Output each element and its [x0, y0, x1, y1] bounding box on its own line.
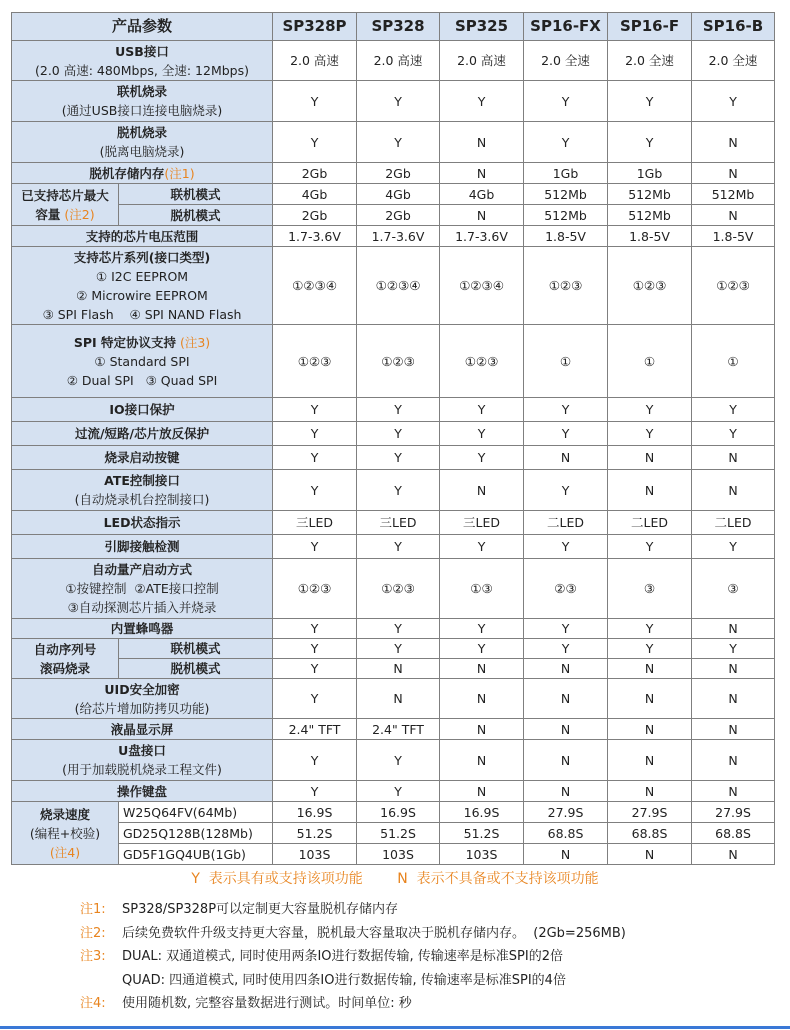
note-text: 后续免费软件升级支持更大容量，脱机最大容量取决于脱机存储内存。 (2Gb=256MB) — [122, 925, 626, 941]
note-tag: 注2: — [80, 925, 106, 941]
row-label — [12, 802, 119, 865]
cell: 1.8-5V — [608, 226, 692, 247]
cell: ①②③ — [692, 247, 775, 325]
row-title: 已支持芯片最大 — [21, 187, 109, 203]
cell: 16.9S — [357, 802, 440, 823]
row-label — [12, 511, 273, 535]
note-ref: (注1) — [164, 165, 195, 181]
cell: N — [692, 163, 775, 184]
cell: N — [608, 659, 692, 679]
row-subtitle: (脱离电脑烧录) — [99, 144, 185, 159]
row-label — [12, 163, 273, 184]
bottom-divider — [0, 1026, 790, 1029]
cell: Y — [440, 446, 524, 470]
row-title: 脱机存储内存 — [89, 165, 165, 181]
note-tag: 注1: — [80, 902, 106, 917]
cell: ①②③ — [524, 247, 608, 325]
cell: N — [524, 740, 608, 781]
row-sublabel — [119, 659, 273, 679]
cell: 51.2S — [440, 823, 524, 844]
cell: 512Mb — [524, 205, 608, 226]
row-title: 滚码烧录 — [39, 660, 90, 676]
cell: Y — [357, 639, 440, 659]
cell: Y — [273, 535, 357, 559]
cell: N — [440, 205, 524, 226]
row-title: LED状态指示 — [103, 515, 181, 530]
row-title: 支持的芯片电压范围 — [85, 228, 199, 244]
cell: N — [524, 446, 608, 470]
cell: ① — [524, 325, 608, 398]
header-row — [12, 13, 775, 41]
notes — [80, 898, 626, 1016]
cell: Y — [273, 781, 357, 802]
cell: Y — [692, 422, 775, 446]
cell: 103S — [357, 844, 440, 865]
cell: Y — [440, 639, 524, 659]
cell: 三LED — [440, 511, 524, 535]
cell: Y — [273, 659, 357, 679]
cell: Y — [273, 122, 357, 163]
chip-name: GD25Q128B(128Mb) — [119, 823, 273, 844]
cell: 512Mb — [608, 184, 692, 205]
cell: N — [440, 470, 524, 511]
cell: N — [524, 719, 608, 740]
row-ate — [12, 470, 775, 511]
cell: N — [440, 781, 524, 802]
cell: N — [608, 844, 692, 865]
row-line: ③ SPI Flash ④ SPI NAND Flash — [42, 306, 242, 322]
cell: 68.8S — [524, 823, 608, 844]
row-label — [12, 740, 273, 781]
row-title: U盘接口 — [118, 743, 166, 758]
row-speed-1 — [12, 802, 775, 823]
row-line: ①按键控制 ②ATE接口控制 — [65, 581, 219, 596]
row-label — [12, 446, 273, 470]
cell: 2.0 全速 — [608, 41, 692, 81]
cell: Y — [692, 535, 775, 559]
row-auto — [12, 559, 775, 619]
note-text: DUAL: 双通道模式, 同时使用两条IO进行数据传输, 传输速率是标准SPI的2倍 — [122, 949, 563, 964]
cell: Y — [273, 422, 357, 446]
row-label — [12, 535, 273, 559]
cell: Y — [357, 446, 440, 470]
row-subtitle: (通过USB接口连接电脑烧录) — [61, 103, 223, 118]
cell: N — [608, 679, 692, 719]
row-usb — [12, 41, 775, 81]
row-label — [12, 781, 273, 802]
cell: Y — [357, 781, 440, 802]
note-3 — [80, 945, 626, 969]
cell: Y — [357, 122, 440, 163]
cell: 4Gb — [273, 184, 357, 205]
row-title: 脱机烧录 — [117, 125, 168, 140]
row-line: ③自动探测芯片插入并烧录 — [67, 600, 217, 615]
cell: Y — [357, 619, 440, 639]
row-line: ② Dual SPI ③ Quad SPI — [66, 372, 218, 388]
note-text: QUAD: 四通道模式, 同时使用四条IO进行数据传输, 传输速率是标准SPI的4倍 — [122, 972, 566, 988]
cell: 2.0 高速 — [273, 41, 357, 81]
cell: N — [440, 163, 524, 184]
row-buzzer — [12, 619, 775, 639]
sublabel-text: 联机模式 — [170, 641, 221, 656]
cell: 2.0 高速 — [357, 41, 440, 81]
cell: ①②③④ — [440, 247, 524, 325]
note-4 — [80, 992, 626, 1016]
cell: 2.4" TFT — [357, 719, 440, 740]
row-label — [12, 325, 273, 398]
cell: N — [440, 719, 524, 740]
cell: Y — [440, 535, 524, 559]
cell: 1Gb — [524, 163, 608, 184]
row-led — [12, 511, 775, 535]
cell: N — [692, 719, 775, 740]
cell: 1.7-3.6V — [440, 226, 524, 247]
note-ref: (注4) — [49, 844, 81, 860]
row-serial-online — [12, 639, 775, 659]
cell: 51.2S — [273, 823, 357, 844]
cell: N — [692, 122, 775, 163]
row-title: SPI 特定协议支持 — [73, 334, 176, 350]
cell: Y — [608, 619, 692, 639]
header-model: SP325 — [440, 13, 524, 41]
row-label — [12, 122, 273, 163]
cell: 16.9S — [273, 802, 357, 823]
row-title: 液晶显示屏 — [110, 721, 174, 737]
cell: ①②③ — [357, 325, 440, 398]
row-title: 自动量产启动方式 — [92, 562, 193, 577]
row-lcd — [12, 719, 775, 740]
row-label — [12, 719, 273, 740]
row-title: 支持芯片系列(接口类型) — [73, 249, 211, 265]
cell: N — [692, 679, 775, 719]
cell: Y — [692, 639, 775, 659]
cell: Y — [357, 740, 440, 781]
cell: N — [524, 844, 608, 865]
cell: N — [692, 446, 775, 470]
cell: N — [440, 740, 524, 781]
note-tag: 注3: — [80, 949, 106, 964]
cell: Y — [440, 422, 524, 446]
cell: N — [692, 205, 775, 226]
cell: Y — [608, 81, 692, 122]
cell: Y — [692, 398, 775, 422]
cell: Y — [608, 639, 692, 659]
note-text: 使用随机数, 完整容量数据进行测试。时间单位: 秒 — [122, 996, 412, 1011]
row-online — [12, 81, 775, 122]
cell: Y — [273, 81, 357, 122]
legend-yes: Y 表示具有或支持该项功能 — [191, 871, 363, 887]
cell: 68.8S — [692, 823, 775, 844]
cell: ①②③ — [357, 559, 440, 619]
cell: ①②③ — [273, 559, 357, 619]
row-label — [12, 679, 273, 719]
cell: Y — [524, 422, 608, 446]
row-subtitle: (给芯片增加防拷贝功能) — [74, 700, 210, 716]
row-title: 烧录速度 — [39, 806, 90, 822]
cell: 1.7-3.6V — [273, 226, 357, 247]
cell: Y — [524, 619, 608, 639]
cell: 103S — [440, 844, 524, 865]
cell: N — [692, 844, 775, 865]
cell: Y — [608, 398, 692, 422]
row-label — [12, 247, 273, 325]
cell: ①②③ — [608, 247, 692, 325]
cell: 二LED — [692, 511, 775, 535]
row-offline — [12, 122, 775, 163]
cell: N — [440, 659, 524, 679]
row-capacity-online — [12, 184, 775, 205]
cell: 512Mb — [524, 184, 608, 205]
row-serial-offline — [12, 659, 775, 679]
cell: 2Gb — [273, 163, 357, 184]
cell: 4Gb — [357, 184, 440, 205]
cell: 2Gb — [273, 205, 357, 226]
cell: Y — [273, 619, 357, 639]
cell: N — [524, 781, 608, 802]
cell: ①③ — [440, 559, 524, 619]
row-label — [12, 81, 273, 122]
row-label — [12, 41, 273, 81]
row-speed-3 — [12, 844, 775, 865]
legend-no: N 表示不具备或不支持该项功能 — [397, 871, 599, 887]
row-line: ① I2C EEPROM — [95, 268, 189, 284]
row-line: ① Standard SPI — [94, 353, 190, 369]
cell: ① — [608, 325, 692, 398]
cell: 512Mb — [608, 205, 692, 226]
cell: ③ — [608, 559, 692, 619]
row-label — [12, 226, 273, 247]
cell: N — [524, 659, 608, 679]
cell: Y — [273, 398, 357, 422]
header-model: SP328P — [273, 13, 357, 41]
cell: Y — [440, 619, 524, 639]
cell: Y — [273, 470, 357, 511]
row-title: 烧录启动按键 — [104, 450, 180, 465]
row-spi — [12, 325, 775, 398]
row-label — [12, 184, 119, 226]
cell: ③ — [692, 559, 775, 619]
cell: Y — [273, 639, 357, 659]
cell: Y — [524, 81, 608, 122]
cell: N — [608, 740, 692, 781]
cell: 三LED — [273, 511, 357, 535]
row-keyboard — [12, 781, 775, 802]
cell: Y — [357, 81, 440, 122]
row-uid — [12, 679, 775, 719]
cell: 68.8S — [608, 823, 692, 844]
cell: N — [608, 470, 692, 511]
cell: Y — [440, 398, 524, 422]
row-udisk — [12, 740, 775, 781]
cell: N — [608, 446, 692, 470]
row-capacity-offline — [12, 205, 775, 226]
cell: Y — [524, 398, 608, 422]
row-title: USB接口 — [115, 43, 169, 59]
cell: Y — [357, 422, 440, 446]
sublabel-text: 脱机模式 — [170, 661, 221, 676]
cell: ①②③④ — [357, 247, 440, 325]
cell: 4Gb — [440, 184, 524, 205]
note-1 — [80, 898, 626, 922]
header-model: SP16-B — [692, 13, 775, 41]
row-overcurrent — [12, 422, 775, 446]
row-label — [12, 619, 273, 639]
row-sublabel — [119, 205, 273, 226]
cell: 2.4" TFT — [273, 719, 357, 740]
row-title: UID安全加密 — [104, 681, 180, 697]
cell: Y — [524, 639, 608, 659]
cell: 二LED — [524, 511, 608, 535]
cell: ②③ — [524, 559, 608, 619]
cell: Y — [273, 740, 357, 781]
row-label — [12, 639, 119, 679]
row-line: ② Microwire EEPROM — [76, 287, 208, 303]
cell: 1.8-5V — [524, 226, 608, 247]
row-speed-2 — [12, 823, 775, 844]
cell: Y — [524, 122, 608, 163]
cell: ①②③④ — [273, 247, 357, 325]
cell: Y — [608, 535, 692, 559]
row-label — [12, 559, 273, 619]
cell: N — [692, 470, 775, 511]
row-series — [12, 247, 775, 325]
row-sublabel — [119, 639, 273, 659]
cell: 1.8-5V — [692, 226, 775, 247]
chip-name: W25Q64FV(64Mb) — [119, 802, 273, 823]
header-label: 产品参数 — [12, 13, 273, 41]
cell: 27.9S — [524, 802, 608, 823]
row-title: ATE控制接口 — [104, 473, 180, 488]
cell: 512Mb — [692, 184, 775, 205]
note-tag: 注4: — [80, 996, 106, 1011]
row-storage — [12, 163, 775, 184]
cell: Y — [357, 398, 440, 422]
row-title: 联机烧录 — [117, 84, 168, 99]
row-sublabel — [119, 184, 273, 205]
cell: N — [692, 740, 775, 781]
cell: 2.0 全速 — [524, 41, 608, 81]
row-title: 容量 — [35, 206, 61, 222]
cell: 2.0 全速 — [692, 41, 775, 81]
cell: N — [608, 719, 692, 740]
cell: 1.7-3.6V — [357, 226, 440, 247]
cell: 27.9S — [608, 802, 692, 823]
note-3-cont — [80, 969, 626, 993]
sublabel-text: 联机模式 — [170, 186, 221, 202]
row-title: 过流/短路/芯片放反保护 — [74, 426, 210, 441]
cell: 三LED — [357, 511, 440, 535]
row-subtitle: (用于加载脱机烧录工程文件) — [62, 762, 222, 777]
cell: N — [692, 619, 775, 639]
cell: N — [692, 659, 775, 679]
cell: Y — [357, 535, 440, 559]
cell: 103S — [273, 844, 357, 865]
note-ref: (注3) — [179, 334, 211, 350]
cell: N — [440, 122, 524, 163]
row-startkey — [12, 446, 775, 470]
cell: 51.2S — [357, 823, 440, 844]
note-2 — [80, 922, 626, 946]
cell: Y — [524, 535, 608, 559]
cell: N — [357, 679, 440, 719]
chip-name: GD5F1GQ4UB(1Gb) — [119, 844, 273, 865]
note-ref: (注2) — [64, 206, 95, 222]
header-model: SP16-FX — [524, 13, 608, 41]
cell: 2Gb — [357, 205, 440, 226]
spec-table — [11, 12, 775, 865]
cell: Y — [524, 470, 608, 511]
cell: 二LED — [608, 511, 692, 535]
row-voltage — [12, 226, 775, 247]
row-subtitle: (编程+校验) — [29, 825, 101, 841]
cell: Y — [357, 470, 440, 511]
row-title: IO接口保护 — [109, 402, 175, 417]
cell: 1Gb — [608, 163, 692, 184]
row-title: 引脚接触检测 — [104, 539, 180, 554]
cell: N — [524, 679, 608, 719]
cell: N — [692, 781, 775, 802]
cell: Y — [608, 122, 692, 163]
header-model: SP16-F — [608, 13, 692, 41]
sublabel-text: 脱机模式 — [170, 207, 221, 223]
row-title: 内置蜂鸣器 — [110, 621, 174, 636]
row-label — [12, 422, 273, 446]
cell: ① — [692, 325, 775, 398]
legend — [0, 868, 790, 888]
cell: 2Gb — [357, 163, 440, 184]
cell: N — [357, 659, 440, 679]
row-io — [12, 398, 775, 422]
row-pin — [12, 535, 775, 559]
row-title: 自动序列号 — [33, 641, 97, 657]
cell: Y — [440, 81, 524, 122]
note-text: SP328/SP328P可以定制更大容量脱机存储内存 — [122, 902, 399, 917]
row-label — [12, 470, 273, 511]
cell: 27.9S — [692, 802, 775, 823]
cell: ①②③ — [440, 325, 524, 398]
header-model: SP328 — [357, 13, 440, 41]
row-title: 操作键盘 — [117, 783, 168, 799]
cell: Y — [692, 81, 775, 122]
cell: Y — [608, 422, 692, 446]
cell: 16.9S — [440, 802, 524, 823]
cell: Y — [273, 446, 357, 470]
cell: Y — [273, 679, 357, 719]
row-label — [12, 398, 273, 422]
row-subtitle: (2.0 高速: 480Mbps, 全速: 12Mbps) — [34, 62, 250, 78]
cell: 2.0 高速 — [440, 41, 524, 81]
row-subtitle: (自动烧录机台控制接口) — [74, 492, 210, 507]
cell: ①②③ — [273, 325, 357, 398]
cell: N — [608, 781, 692, 802]
cell: N — [440, 679, 524, 719]
